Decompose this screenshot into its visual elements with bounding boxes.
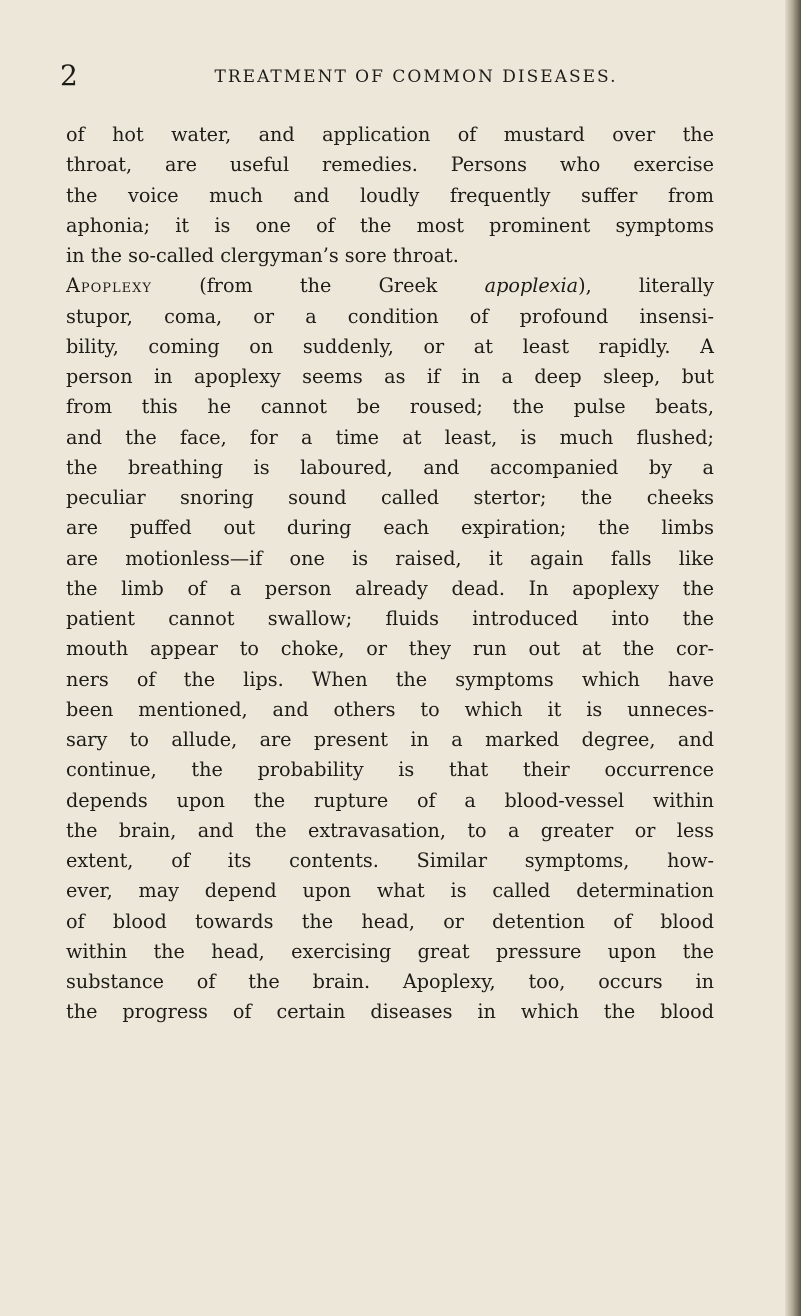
text-line: peculiar snoring sound called stertor; the cheeks [66,486,714,509]
text-line: within the head, exercising great pressure upon the [66,939,714,963]
text-line: the brain, and the extravasation, to a greater or less [66,818,714,842]
text-line: the breathing is laboured, and accompanied by a [66,455,714,479]
page-edge-shadow [785,0,801,1316]
text-line: depends upon the rupture of a blood-vessel within [66,788,714,812]
text-line: patient cannot swallow; fluids introduced into the [66,607,714,630]
text-line: the progress of certain diseases in which the blood [66,1000,714,1024]
text-line: are motionless—if one is raised, it again falls like [66,546,714,570]
text-line: substance of the brain. Apoplexy, too, occurs in [66,970,714,993]
running-head: TREATMENT OF COMMON DISEASES. [214,67,618,87]
text-line: bility, coming on suddenly, or at least rapidly. A [66,334,714,358]
text-line: person in apoplexy seems as if in a deep sleep, but [66,365,714,388]
text-line: ever, may depend upon what is called determination [66,879,714,903]
text-line: the limb of a person already dead. In apoplexy the [66,576,714,600]
text-line: mouth appear to choke, or they run out at the cor- [66,637,714,661]
text-line: been mentioned, and others to which it is unneces- [66,697,714,721]
text-line: of hot water, and application of mustard over the [66,123,714,146]
text-line: continue, the probability is that their occurrence [66,758,714,782]
page-header [60,60,720,92]
text-line: extent, of its contents. Similar symptoms, how- [66,849,714,872]
text-line: of blood towards the head, or detention of blood [66,909,714,933]
body-text [66,120,714,1028]
entry-greek-term: apoplexia [484,274,579,298]
entry-term: Apoplexy [66,274,152,298]
text-line: from this he cannot be roused; the pulse beats, [66,395,714,419]
entry-etymology-end: ), literally [578,274,715,298]
entry-heading-line [66,271,714,301]
text-line: in the so-called clergyman’s sore throat. [66,244,459,267]
text-line: throat, are useful remedies. Persons who exercise [66,153,714,177]
text-line: and the face, for a time at least, is much flushed; [66,425,714,449]
text-line: aphonia; it is one of the most prominent symptoms [66,213,714,237]
text-line: the voice much and loudly frequently suffer from [66,183,714,207]
page-number: 2 [60,59,78,92]
text-line: stupor, coma, or a condition of profound insensi- [66,304,714,328]
text-line: are puffed out during each expiration; the limbs [66,516,714,540]
text-line: sary to allude, are present in a marked degree, and [66,728,714,751]
text-line: ners of the lips. When the symptoms which have [66,667,714,691]
entry-etymology-start: (from the Greek [199,274,438,298]
